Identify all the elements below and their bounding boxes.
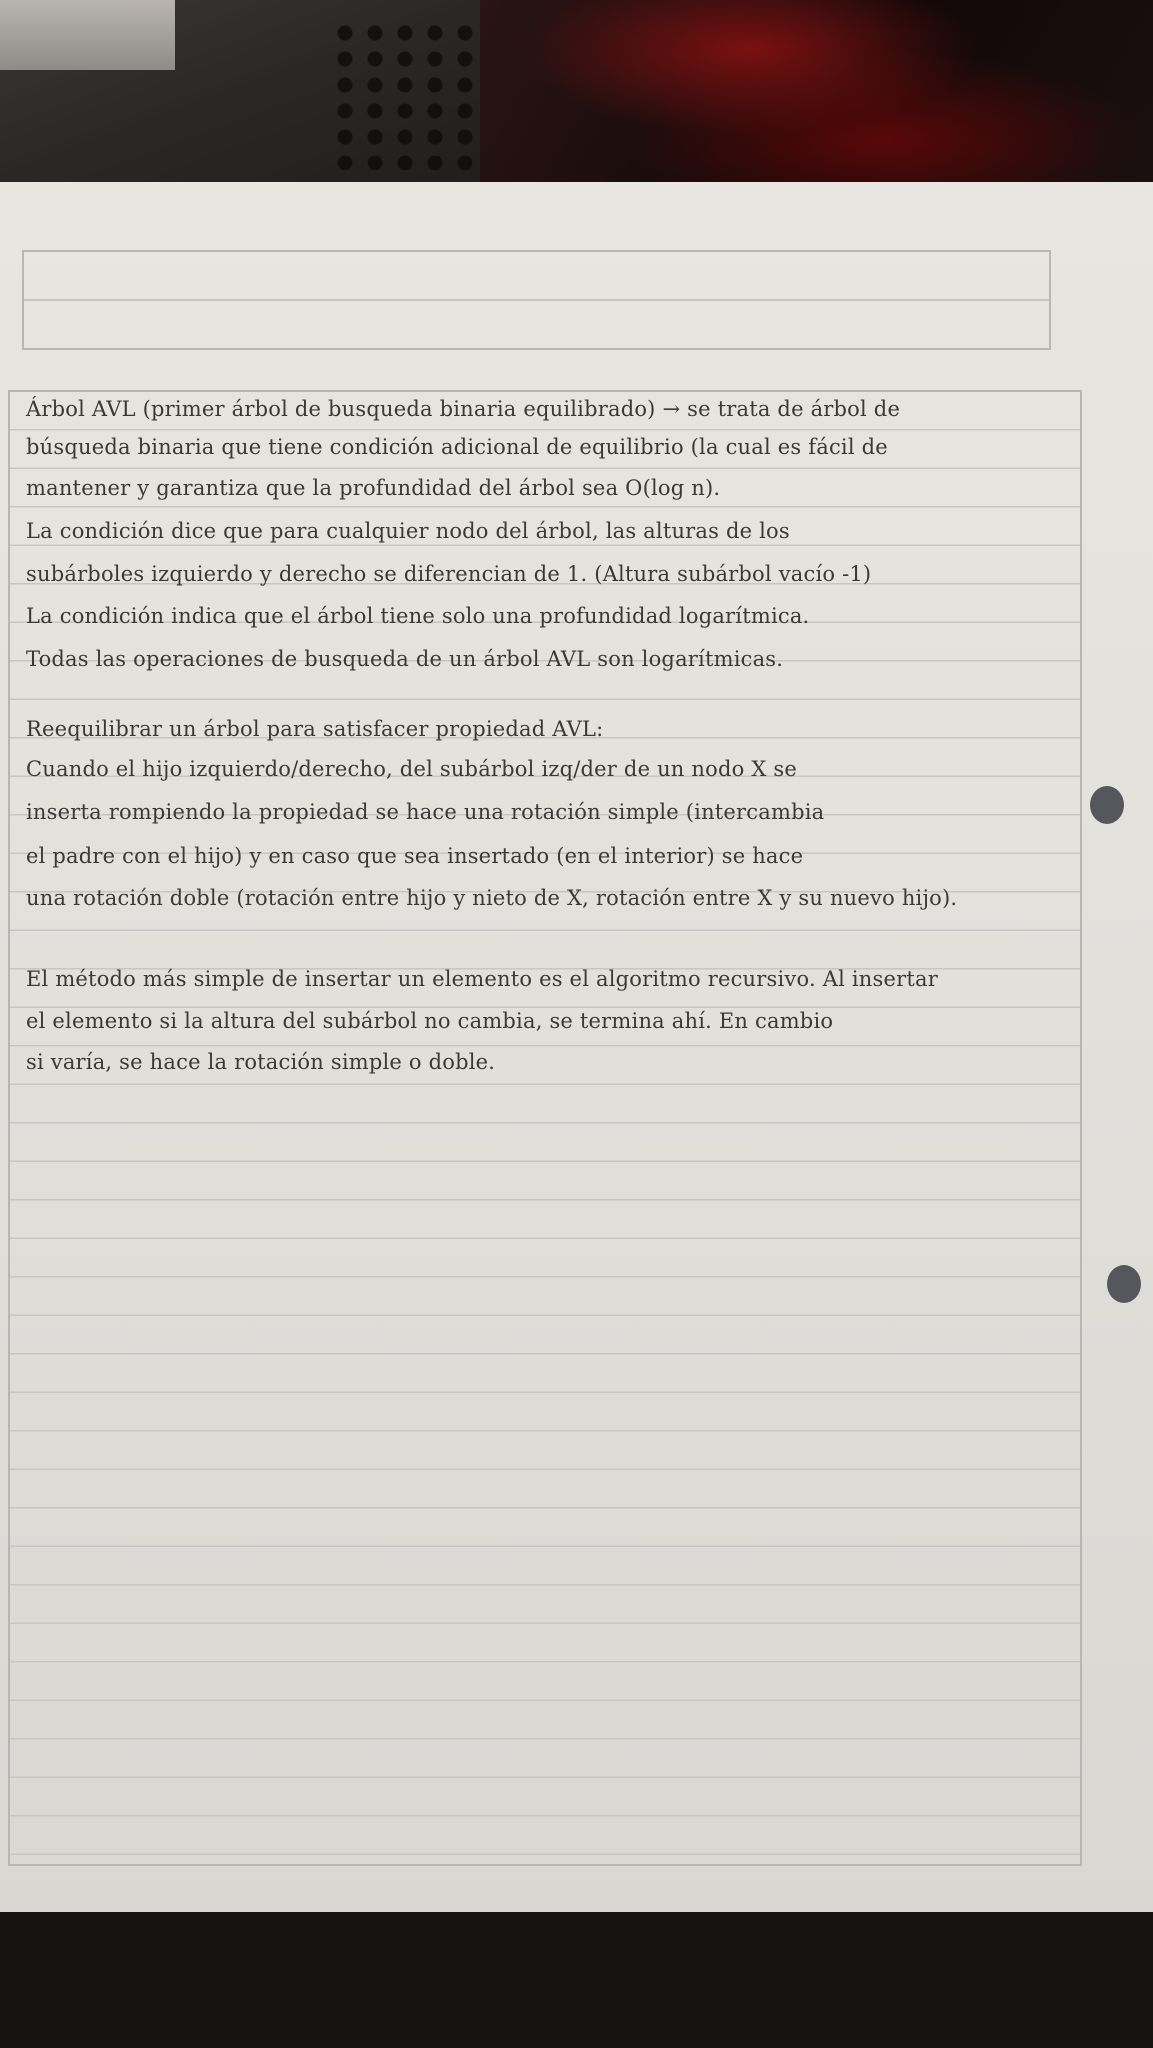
desk-shadow [0, 1912, 1153, 2048]
punch-hole-bottom [1107, 1265, 1141, 1303]
note-line: Reequilibrar un árbol para satisfacer propiedad AVL: [26, 717, 604, 741]
note-line: La condición dice que para cualquier nodo del árbol, las alturas de los [26, 519, 790, 543]
note-line: subárboles izquierdo y derecho se diferencian de 1. (Altura subárbol vacío -1) [26, 562, 872, 586]
note-line: Cuando el hijo izquierdo/derecho, del subárbol izq/der de un nodo X se [26, 757, 797, 781]
lined-writing-area [8, 390, 1082, 1866]
note-line: Árbol AVL (primer árbol de busqueda binaria equilibrado) → se trata de árbol de [26, 397, 901, 421]
keyboard [0, 0, 560, 195]
note-line: una rotación doble (rotación entre hijo y nieto de X, rotación entre X y su nuevo hijo). [26, 886, 958, 910]
note-line: mantener y garantiza que la profundidad del árbol sea O(log n). [26, 476, 721, 500]
note-line: El método más simple de insertar un elemento es el algoritmo recursivo. Al insertar [26, 967, 938, 991]
note-line: búsqueda binaria que tiene condición adicional de equilibrio (la cual es fácil de [26, 435, 888, 459]
note-line: el padre con el hijo) y en caso que sea insertado (en el interior) se hace [26, 844, 804, 868]
red-mousepad [480, 0, 1153, 200]
note-line: Todas las operaciones de busqueda de un árbol AVL son logarítmicas. [26, 647, 784, 671]
note-line: La condición indica que el árbol tiene solo una profundidad logarítmica. [26, 604, 810, 628]
header-box [22, 250, 1051, 350]
note-line: inserta rompiendo la propiedad se hace una rotación simple (intercambia [26, 800, 825, 824]
note-line: si varía, se hace la rotación simple o doble. [26, 1050, 496, 1074]
keyboard-edge [0, 0, 175, 70]
note-line: el elemento si la altura del subárbol no cambia, se termina ahí. En cambio [26, 1009, 834, 1033]
punch-hole-top [1090, 786, 1124, 824]
notebook-page [0, 182, 1153, 1912]
desk-background [0, 0, 1153, 200]
